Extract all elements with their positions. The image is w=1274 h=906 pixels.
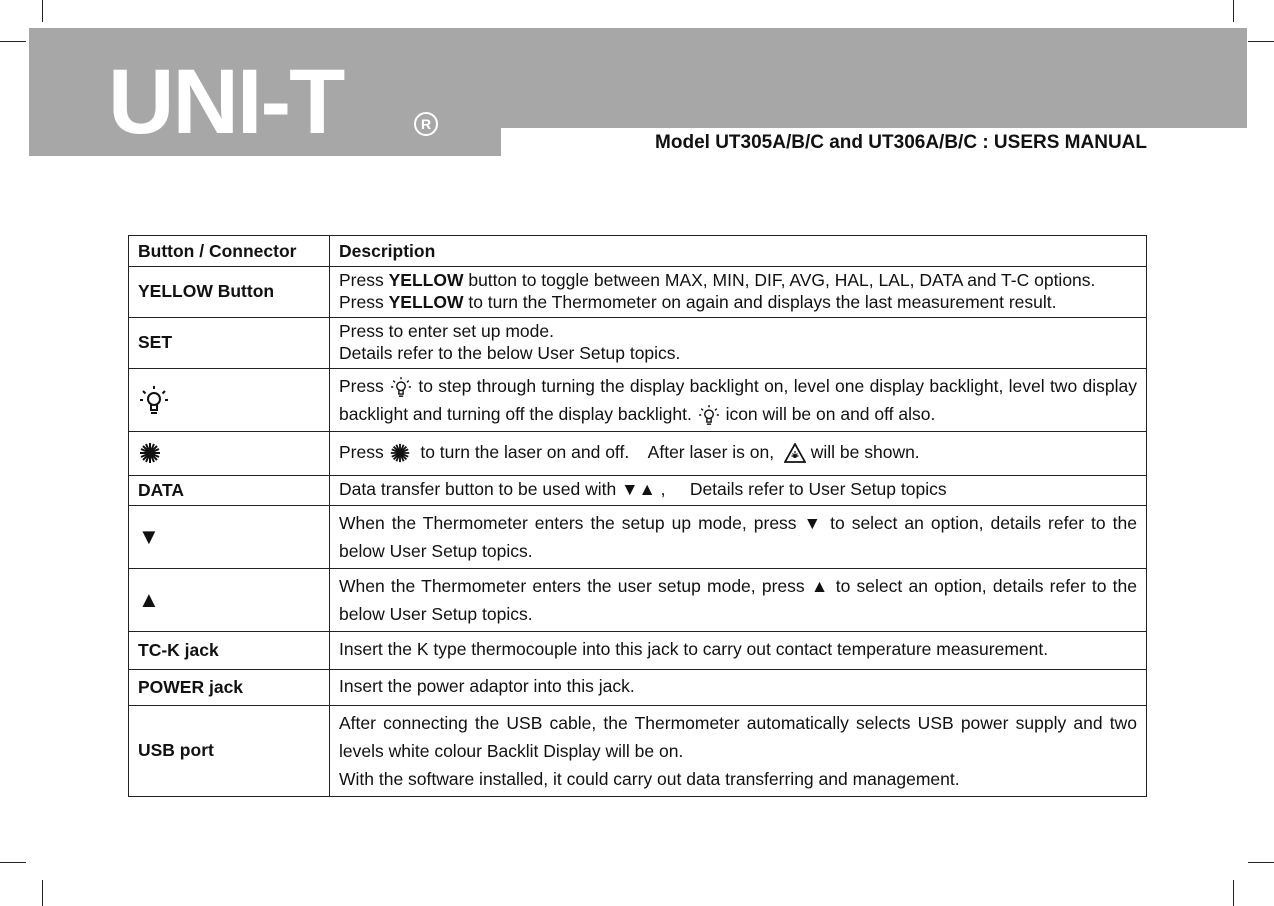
table-row [129, 568, 1147, 631]
yellow-key-label: YELLOW [388, 270, 464, 290]
backlight-bulb-icon [389, 375, 413, 399]
row-description: Press to step through turning the display backlight on, level one display backlight, level two display backlight and turning off the display backlight. icon will be on and off also. [330, 368, 1147, 431]
backlight-bulb-icon [138, 383, 170, 417]
backlight-bulb-icon [697, 403, 721, 427]
row-name [129, 368, 330, 431]
laser-warning-icon [784, 443, 806, 463]
row-name: ▼ [129, 505, 330, 568]
row-description: Data transfer button to be used with ▼▲ , Details refer to User Setup topics [330, 475, 1147, 505]
table-row [129, 368, 1147, 431]
crop-mark [42, 0, 43, 22]
table-row [129, 505, 1147, 568]
yellow-key-label: YELLOW [388, 291, 464, 312]
row-name [129, 431, 330, 475]
row-name: ▲ [129, 568, 330, 631]
table-row [129, 669, 1147, 705]
crop-mark [1233, 880, 1234, 906]
crop-mark [1233, 0, 1234, 22]
row-name: YELLOW Button [129, 267, 330, 318]
laser-icon [138, 441, 162, 465]
row-description: When the Thermometer enters the setup up mode, press ▼ to select an option, details refer to the below User Setup topics. [330, 505, 1147, 568]
column-header-button: Button / Connector [129, 236, 330, 267]
row-name: DATA [129, 475, 330, 505]
crop-mark [1248, 41, 1274, 42]
row-name: TC-K jack [129, 631, 330, 669]
crop-mark [1248, 862, 1274, 863]
laser-icon [389, 442, 411, 464]
table-header-row [129, 236, 1147, 267]
manual-title: Model UT305A/B/C and UT306A/B/C : USERS MANUAL [655, 132, 1147, 153]
button-description-table [128, 235, 1147, 797]
row-description: Press YELLOW button to toggle between MAX, MIN, DIF, AVG, HAL, LAL, DATA and T-C options. Press YELLOW to turn the Thermometer on again and displays the last measurement result. [330, 267, 1147, 318]
table-row [129, 267, 1147, 318]
column-header-description: Description [330, 236, 1147, 267]
table-row [129, 317, 1147, 368]
up-arrow-icon: ▲ [810, 575, 830, 596]
table-row [129, 475, 1147, 505]
row-name: USB port [129, 705, 330, 796]
down-arrow-icon: ▼ [803, 512, 824, 533]
row-name: SET [129, 317, 330, 368]
table-row [129, 631, 1147, 669]
table-row [129, 431, 1147, 475]
row-description: Insert the power adaptor into this jack. [330, 669, 1147, 705]
crop-mark [42, 880, 43, 906]
row-description: When the Thermometer enters the user setup mode, press ▲ to select an option, details refer to the below User Setup topics. [330, 568, 1147, 631]
row-description: Press to enter set up mode. Details refer to the below User Setup topics. [330, 317, 1147, 368]
brand-logo: UNI-T [108, 51, 344, 153]
down-up-arrows-icon: ▼▲ [621, 479, 656, 500]
row-description: Insert the K type thermocouple into this jack to carry out contact temperature measurement. [330, 631, 1147, 669]
row-description: Press to turn the laser on and off. After laser is on, will be shown. [330, 431, 1147, 475]
crop-mark [0, 41, 26, 42]
row-description: After connecting the USB cable, the Thermometer automatically selects USB power supply and two levels white colour Backlit Display will be on. With the software installed, it could carry out data transferring and management. [330, 705, 1147, 796]
row-name: POWER jack [129, 669, 330, 705]
table-row [129, 705, 1147, 796]
registered-mark: R [414, 112, 438, 136]
crop-mark [0, 862, 26, 863]
